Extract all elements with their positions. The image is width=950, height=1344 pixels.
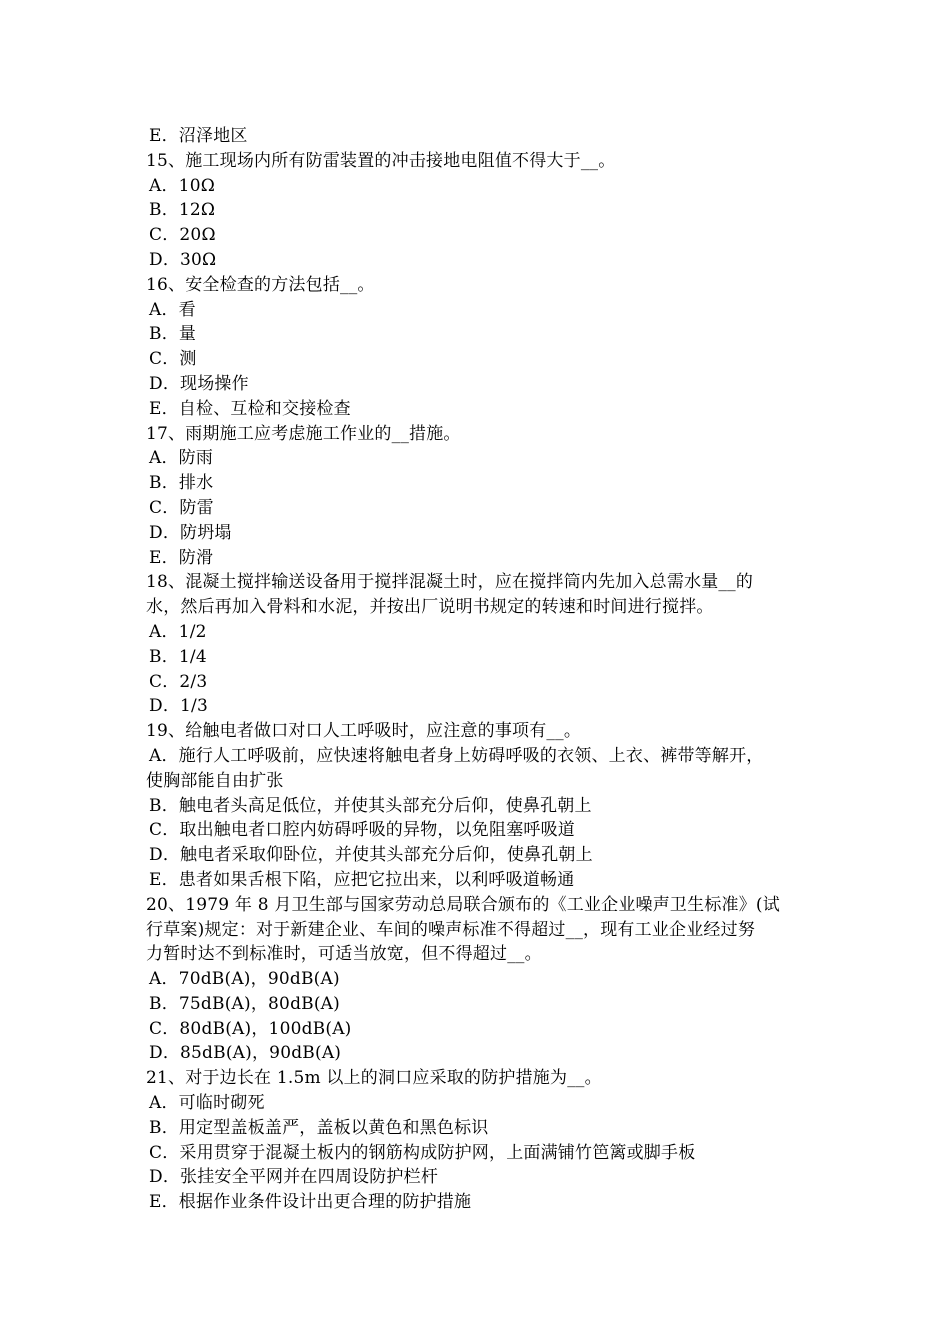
question-text-line: 16、安全检查的方法包括__。 [146, 274, 375, 295]
question-text-line: 17、雨期施工应考虑施工作业的__措施。 [146, 423, 461, 444]
answer-option-line: E．自检、互检和交接检查 [149, 398, 351, 419]
answer-option-line: C．采用贯穿于混凝土板内的钢筋构成防护网，上面满铺竹笆篱或脚手板 [149, 1142, 696, 1163]
question-text-line: 行草案)规定：对于新建企业、车间的噪声标准不得超过__，现有工业企业经过努 [146, 919, 756, 940]
answer-option-line: D．85dB(A)，90dB(A) [149, 1043, 342, 1064]
document-body [146, 124, 814, 1215]
answer-option-line: E．患者如果舌根下陷，应把它拉出来，以利呼吸道畅通 [149, 869, 575, 890]
question-text-line: 21、对于边长在 1.5m 以上的洞口应采取的防护措施为__。 [146, 1068, 602, 1089]
answer-option-line: A．防雨 [149, 448, 214, 469]
question-text-line: 水，然后再加入骨料和水泥，并按出厂说明书规定的转速和时间进行搅拌。 [146, 597, 714, 618]
question-text-line: 15、施工现场内所有防雷装置的冲击接地电阻值不得大于__。 [146, 150, 616, 171]
answer-option-line: D．防坍塌 [149, 522, 232, 543]
answer-option-line: A．施行人工呼吸前，应快速将触电者身上妨碍呼吸的衣领、上衣、裤带等解开， [149, 745, 764, 766]
answer-option-line: B．排水 [149, 473, 214, 494]
answer-option-line: E．沼泽地区 [149, 126, 248, 146]
answer-option-line: A．70dB(A)，90dB(A) [149, 969, 340, 990]
answer-option-line: C．2/3 [149, 671, 208, 692]
answer-option-line: A．可临时砌死 [149, 1093, 265, 1114]
answer-option-line: A．10Ω [149, 175, 216, 196]
answer-option-line: D．30Ω [149, 249, 217, 270]
answer-option-line: C．防雷 [149, 497, 214, 518]
answer-option-line: D．触电者采取仰卧位，并使其头部充分后仰，使鼻孔朝上 [149, 845, 593, 866]
answer-option-line: D．1/3 [149, 696, 208, 717]
question-text-line: 使胸部能自由扩张 [146, 770, 284, 791]
answer-option-line: A．看 [149, 299, 196, 320]
question-text-line: 19、给触电者做口对口人工呼吸时，应注意的事项有__。 [146, 721, 582, 742]
answer-option-line: B．12Ω [149, 200, 216, 221]
answer-option-line: C．取出触电者口腔内妨碍呼吸的异物，以免阻塞呼吸道 [149, 820, 576, 841]
answer-option-line: E．根据作业条件设计出更合理的防护措施 [149, 1192, 472, 1213]
question-text-line: 18、混凝土搅拌输送设备用于搅拌混凝土时，应在搅拌筒内先加入总需水量__的 [146, 572, 754, 593]
answer-option-line: A．1/2 [149, 621, 207, 642]
answer-option-line: B．量 [149, 324, 197, 345]
answer-option-line: C．80dB(A)，100dB(A) [149, 1018, 352, 1039]
answer-option-line: B．触电者头高足低位，并使其头部充分后仰，使鼻孔朝上 [149, 795, 592, 816]
answer-option-line: B．75dB(A)，80dB(A) [149, 993, 340, 1014]
answer-option-line: B．用定型盖板盖严，盖板以黄色和黑色标识 [149, 1117, 489, 1138]
question-text-line: 力暂时达不到标准时，可适当放宽，但不得超过__。 [146, 944, 542, 965]
answer-option-line: D．张挂安全平网并在四周设防护栏杆 [149, 1167, 439, 1188]
answer-option-line: C．测 [149, 349, 197, 370]
answer-option-line: E．防滑 [149, 547, 214, 568]
answer-option-line: B．1/4 [149, 646, 207, 667]
answer-option-line: D．现场操作 [149, 373, 249, 394]
question-text-line: 20、1979 年 8 月卫生部与国家劳动总局联合颁布的《工业企业噪声卫生标准》(试 [146, 894, 780, 915]
answer-option-line: C．20Ω [149, 225, 216, 246]
